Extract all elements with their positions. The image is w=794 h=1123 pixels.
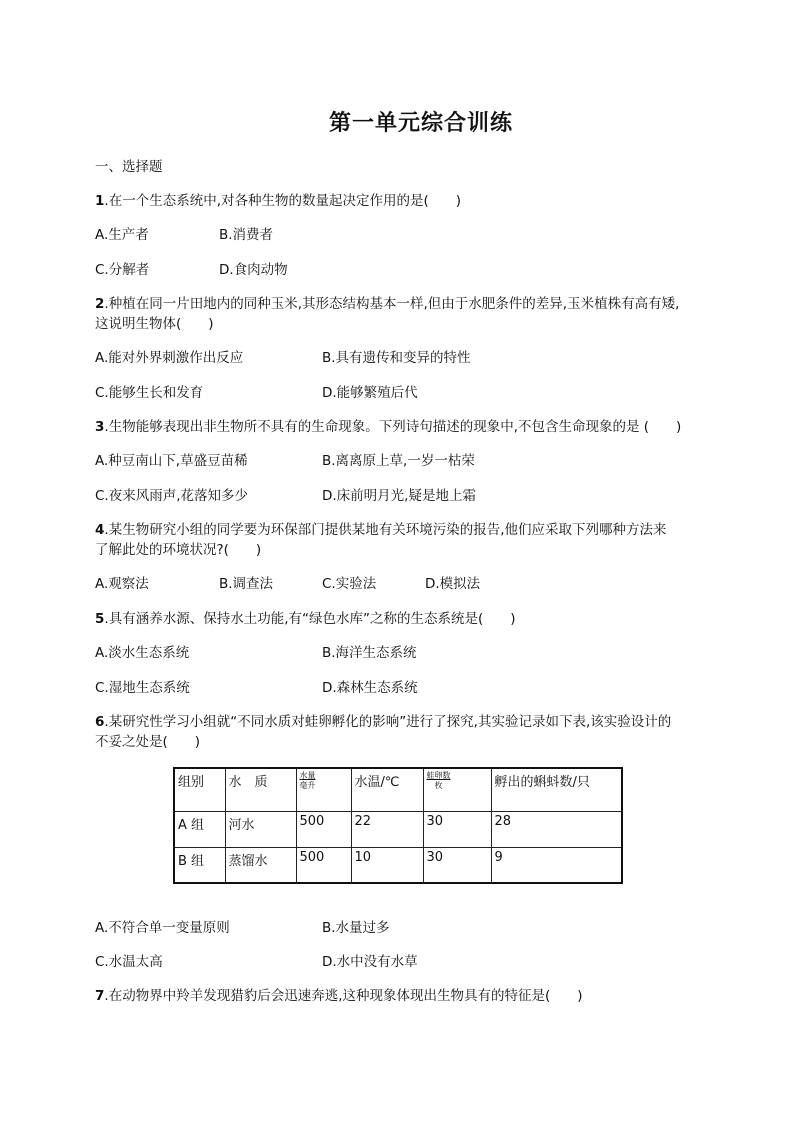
header-eggs xyxy=(423,768,491,812)
option-c: C.水温太高 xyxy=(95,954,163,970)
question-text: .某生物研究小组的同学要为环保部门提供某地有关环境污染的报告,他们应采取下列哪种方法来 xyxy=(104,522,667,538)
section-heading: 一、选择题 xyxy=(95,159,163,175)
question-2-cont: 这说明生物体( ) xyxy=(95,316,214,332)
table-cell: 500 xyxy=(296,847,351,883)
header-volume-bottom: 毫升 xyxy=(299,781,316,790)
option-c: C.夜来风雨声,花落知多少 xyxy=(95,488,249,504)
header-quality: 水 质 xyxy=(225,768,296,812)
option-a: A.不符合单一变量原则 xyxy=(95,920,230,936)
option-d: D.模拟法 xyxy=(425,576,481,592)
option-d: D.能够繁殖后代 xyxy=(322,385,418,401)
question-number: 4 xyxy=(95,522,105,538)
header-eggs-bottom: 枚 xyxy=(434,781,443,790)
page-title: 第一单元综合训练 xyxy=(328,111,513,136)
option-d: D.森林生态系统 xyxy=(322,680,418,696)
question-3 xyxy=(95,418,681,436)
question-number: 5 xyxy=(95,611,105,627)
question-7 xyxy=(95,987,583,1005)
question-1 xyxy=(95,192,461,210)
table-cell: 10 xyxy=(351,847,423,883)
experiment-table xyxy=(173,767,623,884)
table-cell: 30 xyxy=(423,812,491,847)
header-hatched: 孵出的蝌蚪数/只 xyxy=(491,768,622,812)
table-cell: 蒸馏水 xyxy=(225,847,296,883)
table-cell: B 组 xyxy=(174,847,225,883)
table-cell: 28 xyxy=(491,812,622,847)
table-cell: 22 xyxy=(351,812,423,847)
question-number: 7 xyxy=(95,988,105,1004)
question-number: 2 xyxy=(95,296,105,312)
option-c: C.分解者 xyxy=(95,262,150,278)
table-cell: A 组 xyxy=(174,812,225,847)
question-text: .在动物界中羚羊发现猎豹后会迅速奔逃,这种现象体现出生物具有的特征是( ) xyxy=(104,988,583,1004)
option-b: B.调查法 xyxy=(219,576,274,592)
table-cell: 9 xyxy=(491,847,622,883)
option-a: A.生产者 xyxy=(95,227,149,243)
header-temp: 水温/℃ xyxy=(351,768,423,812)
table-cell: 30 xyxy=(423,847,491,883)
question-number: 6 xyxy=(95,714,105,730)
option-a: A.种豆南山下,草盛豆苗稀 xyxy=(95,453,248,469)
option-a: A.淡水生态系统 xyxy=(95,645,190,661)
header-group: 组别 xyxy=(174,768,225,812)
option-d: D.食肉动物 xyxy=(219,262,288,278)
question-text: .某研究性学习小组就“不同水质对蛙卵孵化的影响”进行了探究,其实验记录如下表,该实验设计的 xyxy=(104,714,672,730)
option-b: B.离离原上草,一岁一枯荣 xyxy=(322,453,475,469)
option-d: D.水中没有水草 xyxy=(322,954,418,970)
table-row xyxy=(174,847,622,883)
question-6 xyxy=(95,713,671,731)
table-header-row xyxy=(174,768,622,812)
table-cell: 500 xyxy=(296,812,351,847)
question-text: .在一个生态系统中,对各种生物的数量起决定作用的是( ) xyxy=(104,193,462,209)
option-c: C.能够生长和发育 xyxy=(95,385,204,401)
question-number: 1 xyxy=(95,193,105,209)
question-text: .生物能够表现出非生物所不具有的生命现象。下列诗句描述的现象中,不包含生命现象的是 ( ) xyxy=(104,419,682,435)
header-volume xyxy=(296,768,351,812)
header-eggs-top: 蛙卵数 xyxy=(426,771,451,780)
question-number: 3 xyxy=(95,419,105,435)
question-5 xyxy=(95,610,516,628)
option-c: C.实验法 xyxy=(322,576,377,592)
table-row xyxy=(174,812,622,847)
option-a: A.观察法 xyxy=(95,576,149,592)
option-b: B.具有遗传和变异的特性 xyxy=(322,350,471,366)
option-c: C.湿地生态系统 xyxy=(95,680,190,696)
option-d: D.床前明月光,疑是地上霜 xyxy=(322,488,476,504)
option-a: A.能对外界刺激作出反应 xyxy=(95,350,244,366)
question-6-cont: 不妥之处是( ) xyxy=(95,734,201,750)
question-4 xyxy=(95,521,667,539)
table-cell: 河水 xyxy=(225,812,296,847)
option-b: B.水量过多 xyxy=(322,920,390,936)
header-volume-top: 水量 xyxy=(299,771,316,780)
option-b: B.消费者 xyxy=(219,227,274,243)
question-2 xyxy=(95,295,679,313)
question-text: .种植在同一片田地内的同种玉米,其形态结构基本一样,但由于水肥条件的差异,玉米植株有高有矮, xyxy=(104,296,680,312)
question-4-cont: 了解此处的环境状况?( ) xyxy=(95,542,262,558)
option-b: B.海洋生态系统 xyxy=(322,645,417,661)
question-text: .具有涵养水源、保持水土功能,有“绿色水库”之称的生态系统是( ) xyxy=(104,611,516,627)
